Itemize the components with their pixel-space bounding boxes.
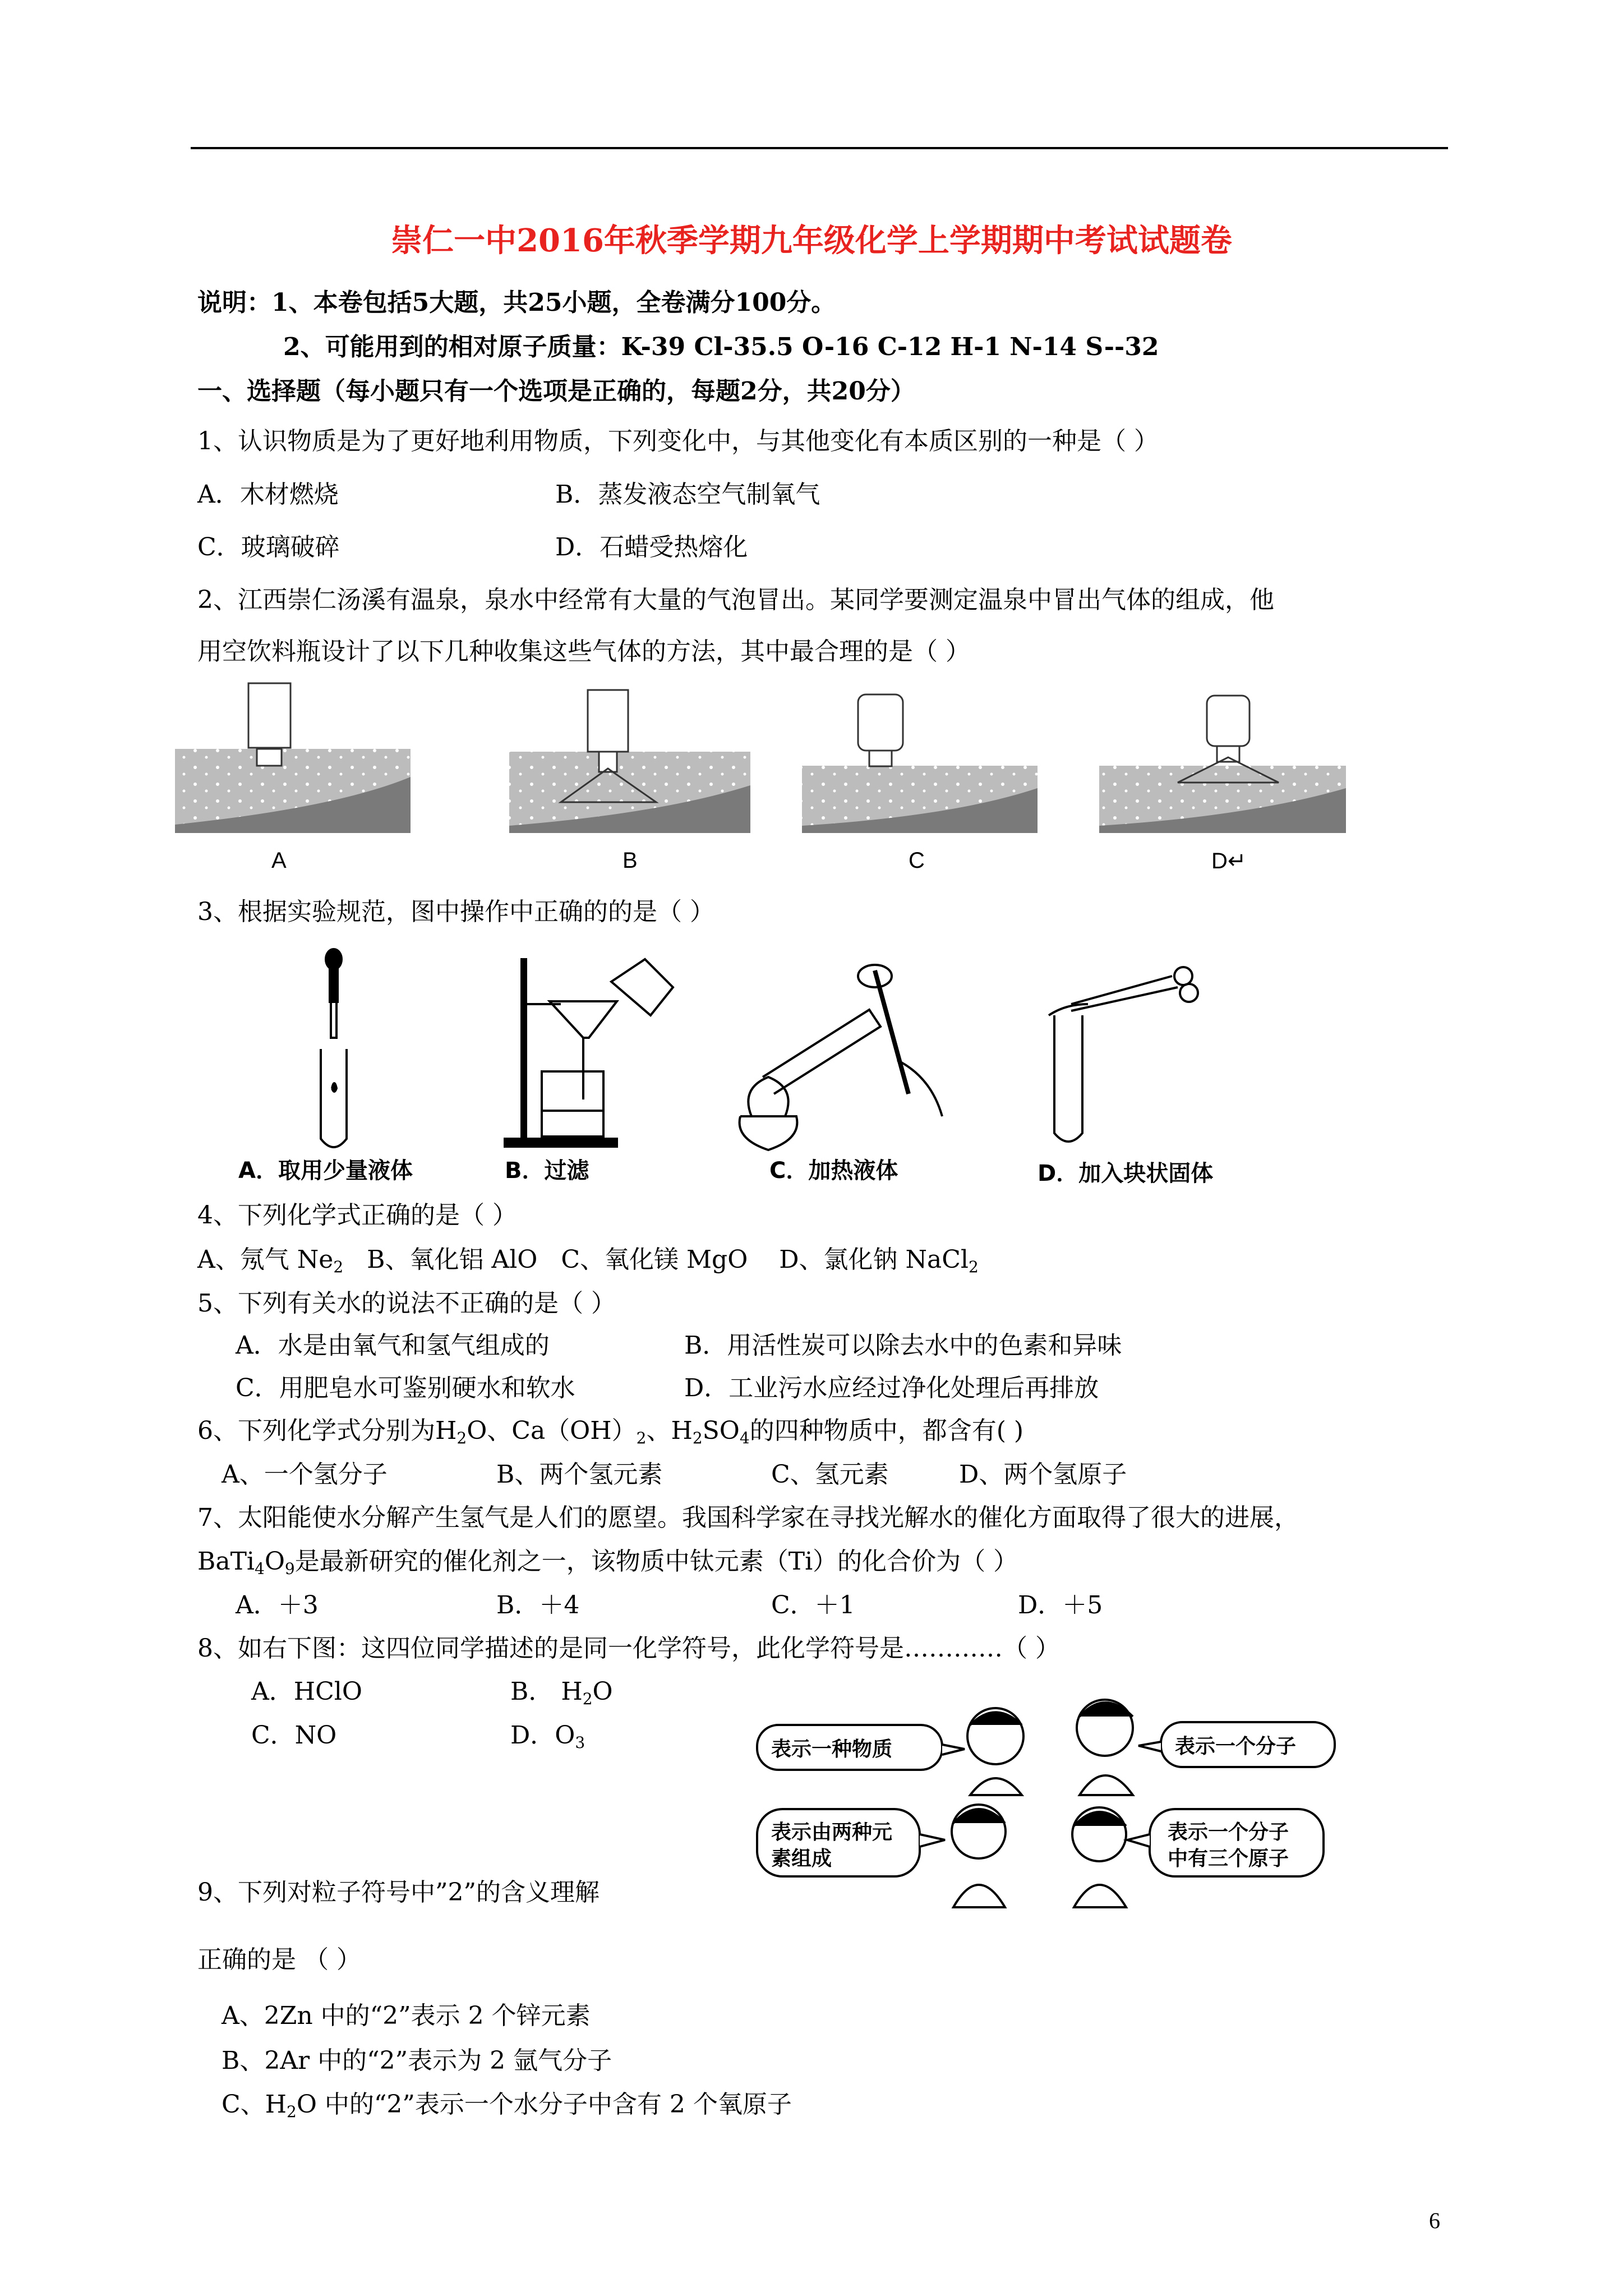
q9-option-b: B、2Ar 中的“2”表示为 2 氩气分子 <box>222 2046 612 2075</box>
header-rule <box>191 147 1448 149</box>
q2-setup-b <box>509 690 750 833</box>
q7-option-d: D．＋5 <box>1018 1591 1103 1619</box>
page-number: 6 <box>1429 2208 1440 2233</box>
q2-stem-2: 用空饮料瓶设计了以下几种收集这些气体的方法，其中最合理的是（ ） <box>197 637 970 666</box>
student-2-icon <box>1077 1700 1133 1795</box>
q5-option-a: A．水是由氧气和氢气组成的 <box>236 1331 550 1360</box>
bubble-4-text-1: 表示一个分子 <box>1168 1821 1289 1844</box>
q3-stem: 3、根据实验规范，图中操作中正确的的是（ ） <box>197 898 714 926</box>
q3-figure <box>224 948 1262 1172</box>
q4-option-a: A、氖气 $Ne_2$ <box>197 1245 344 1276</box>
q8-option-a: A．HClO <box>251 1677 362 1706</box>
student-4-icon <box>1072 1807 1126 1907</box>
tongs-tube-icon <box>1049 967 1198 1142</box>
q6-option-c: C、氢元素 <box>771 1460 889 1489</box>
q1-option-b: B．蒸发液态空气制氧气 <box>555 480 820 509</box>
q6-option-a: A、一个氢分子 <box>222 1460 388 1489</box>
q8-option-d: D．$O_3$ <box>510 1721 585 1752</box>
note-line-2: 2、可能用到的相对原子质量：K-39 Cl-35.5 O-16 C-12 H-1 N-14 S--32 <box>283 333 1159 361</box>
section-heading: 一、选择题（每小题只有一个选项是正确的，每题2分，共20分） <box>197 377 915 406</box>
q4-options <box>197 1244 979 1276</box>
q3-caption-a: A．取用少量液体 <box>238 1158 413 1184</box>
bubble-1-text: 表示一种物质 <box>771 1738 893 1761</box>
q9-option-c: C、$H_2O$ 中的“2”表示一个水分子中含有 2 个氧原子 <box>222 2090 792 2121</box>
q5-option-b: B．用活性炭可以除去水中的色素和异味 <box>684 1331 1122 1360</box>
q8-option-c: C．NO <box>251 1721 337 1750</box>
q1-stem: 1、认识物质是为了更好地利用物质，下列变化中，与其他变化有本质区别的一种是（ ） <box>197 427 1159 455</box>
q4-option-d: D、氯化钠 NaCl$_2$ <box>779 1245 979 1276</box>
q3-caption-c: C．加热液体 <box>769 1158 898 1184</box>
q7-option-b: B．＋4 <box>496 1591 580 1619</box>
q4-option-c: C、氧化镁 MgO <box>561 1245 748 1274</box>
heating-tube-icon <box>740 965 942 1150</box>
q2-stem-1: 2、江西崇仁汤溪有温泉，泉水中经常有大量的气泡冒出。某同学要测定温泉中冒出气体的组成，他 <box>197 586 1274 614</box>
q1-option-d: D．石蜡受热熔化 <box>555 533 748 562</box>
q2-label-c: C <box>909 848 925 873</box>
q6-stem: 6、下列化学式分别为$H_2O$、$Ca(OH)_2$、$H_2SO_4$的四种物质中，都含有( ) <box>197 1416 1024 1447</box>
q2-figure <box>168 679 1357 886</box>
bubble-3-text-1: 表示由两种元 <box>771 1821 893 1844</box>
q7-stem-2: $BaTi_4O_9$是最新研究的催化剂之一，该物质中钛元素（Ti）的化合价为（ ） <box>197 1547 1018 1578</box>
q5-option-d: D．工业污水应经过净化处理后再排放 <box>684 1374 1099 1402</box>
q8-cartoon <box>746 1683 1352 1930</box>
q1-option-c: C．玻璃破碎 <box>197 533 340 562</box>
q4-option-b: B、氧化铝 AlO <box>367 1245 538 1274</box>
q4-stem: 4、下列化学式正确的是（ ） <box>197 1201 517 1230</box>
bubble-3-text-2: 素组成 <box>771 1847 832 1870</box>
q8-option-b: B． $H_2O$ <box>510 1677 613 1708</box>
filter-stand-icon <box>505 959 673 1147</box>
q5-stem: 5、下列有关水的说法不正确的是（ ） <box>197 1289 616 1318</box>
q2-label-b: B <box>623 848 638 873</box>
q7-option-a: A．＋3 <box>236 1591 319 1619</box>
q3-caption-d: D．加入块状固体 <box>1038 1161 1214 1186</box>
q9-stem-2: 正确的是 （ ） <box>197 1945 361 1974</box>
student-1-icon <box>967 1708 1023 1795</box>
q6-option-d: D、两个氢原子 <box>959 1460 1127 1489</box>
student-3-icon <box>952 1805 1006 1907</box>
q8-stem: 8、如右下图：这四位同学描述的是同一化学符号，此化学符号是…………（ ） <box>197 1634 1060 1663</box>
q2-setup-c <box>802 694 1038 833</box>
q2-setup-d <box>1099 696 1346 833</box>
q7-stem-1: 7、太阳能使水分解产生氢气是人们的愿望。我国科学家在寻找光解水的催化方面取得了很大的进展， <box>197 1503 1299 1532</box>
q2-label-d: D↵ <box>1211 849 1247 873</box>
bubble-4-text-2: 中有三个原子 <box>1168 1847 1289 1870</box>
dropper-icon <box>321 949 347 1147</box>
q2-label-a: A <box>271 848 287 873</box>
exam-title: 崇仁一中2016年秋季学期九年级化学上学期期中考试试题卷 <box>391 222 1232 259</box>
q5-option-c: C．用肥皂水可鉴别硬水和软水 <box>236 1374 575 1402</box>
q1-option-a: A．木材燃烧 <box>197 480 339 509</box>
q2-setup-a <box>175 683 411 833</box>
bubble-2-text: 表示一个分子 <box>1175 1735 1297 1758</box>
q9-option-a: A、2Zn 中的“2”表示 2 个锌元素 <box>222 2001 591 2030</box>
note-line-1: 说明：1、本卷包括5大题，共25小题，全卷满分100分。 <box>197 288 836 317</box>
q3-caption-b: B．过滤 <box>505 1158 589 1184</box>
q7-option-c: C．＋1 <box>771 1591 855 1619</box>
q9-stem-1: 9、下列对粒子符号中”2”的含义理解 <box>197 1878 600 1907</box>
q6-option-b: B、两个氢元素 <box>496 1460 663 1489</box>
